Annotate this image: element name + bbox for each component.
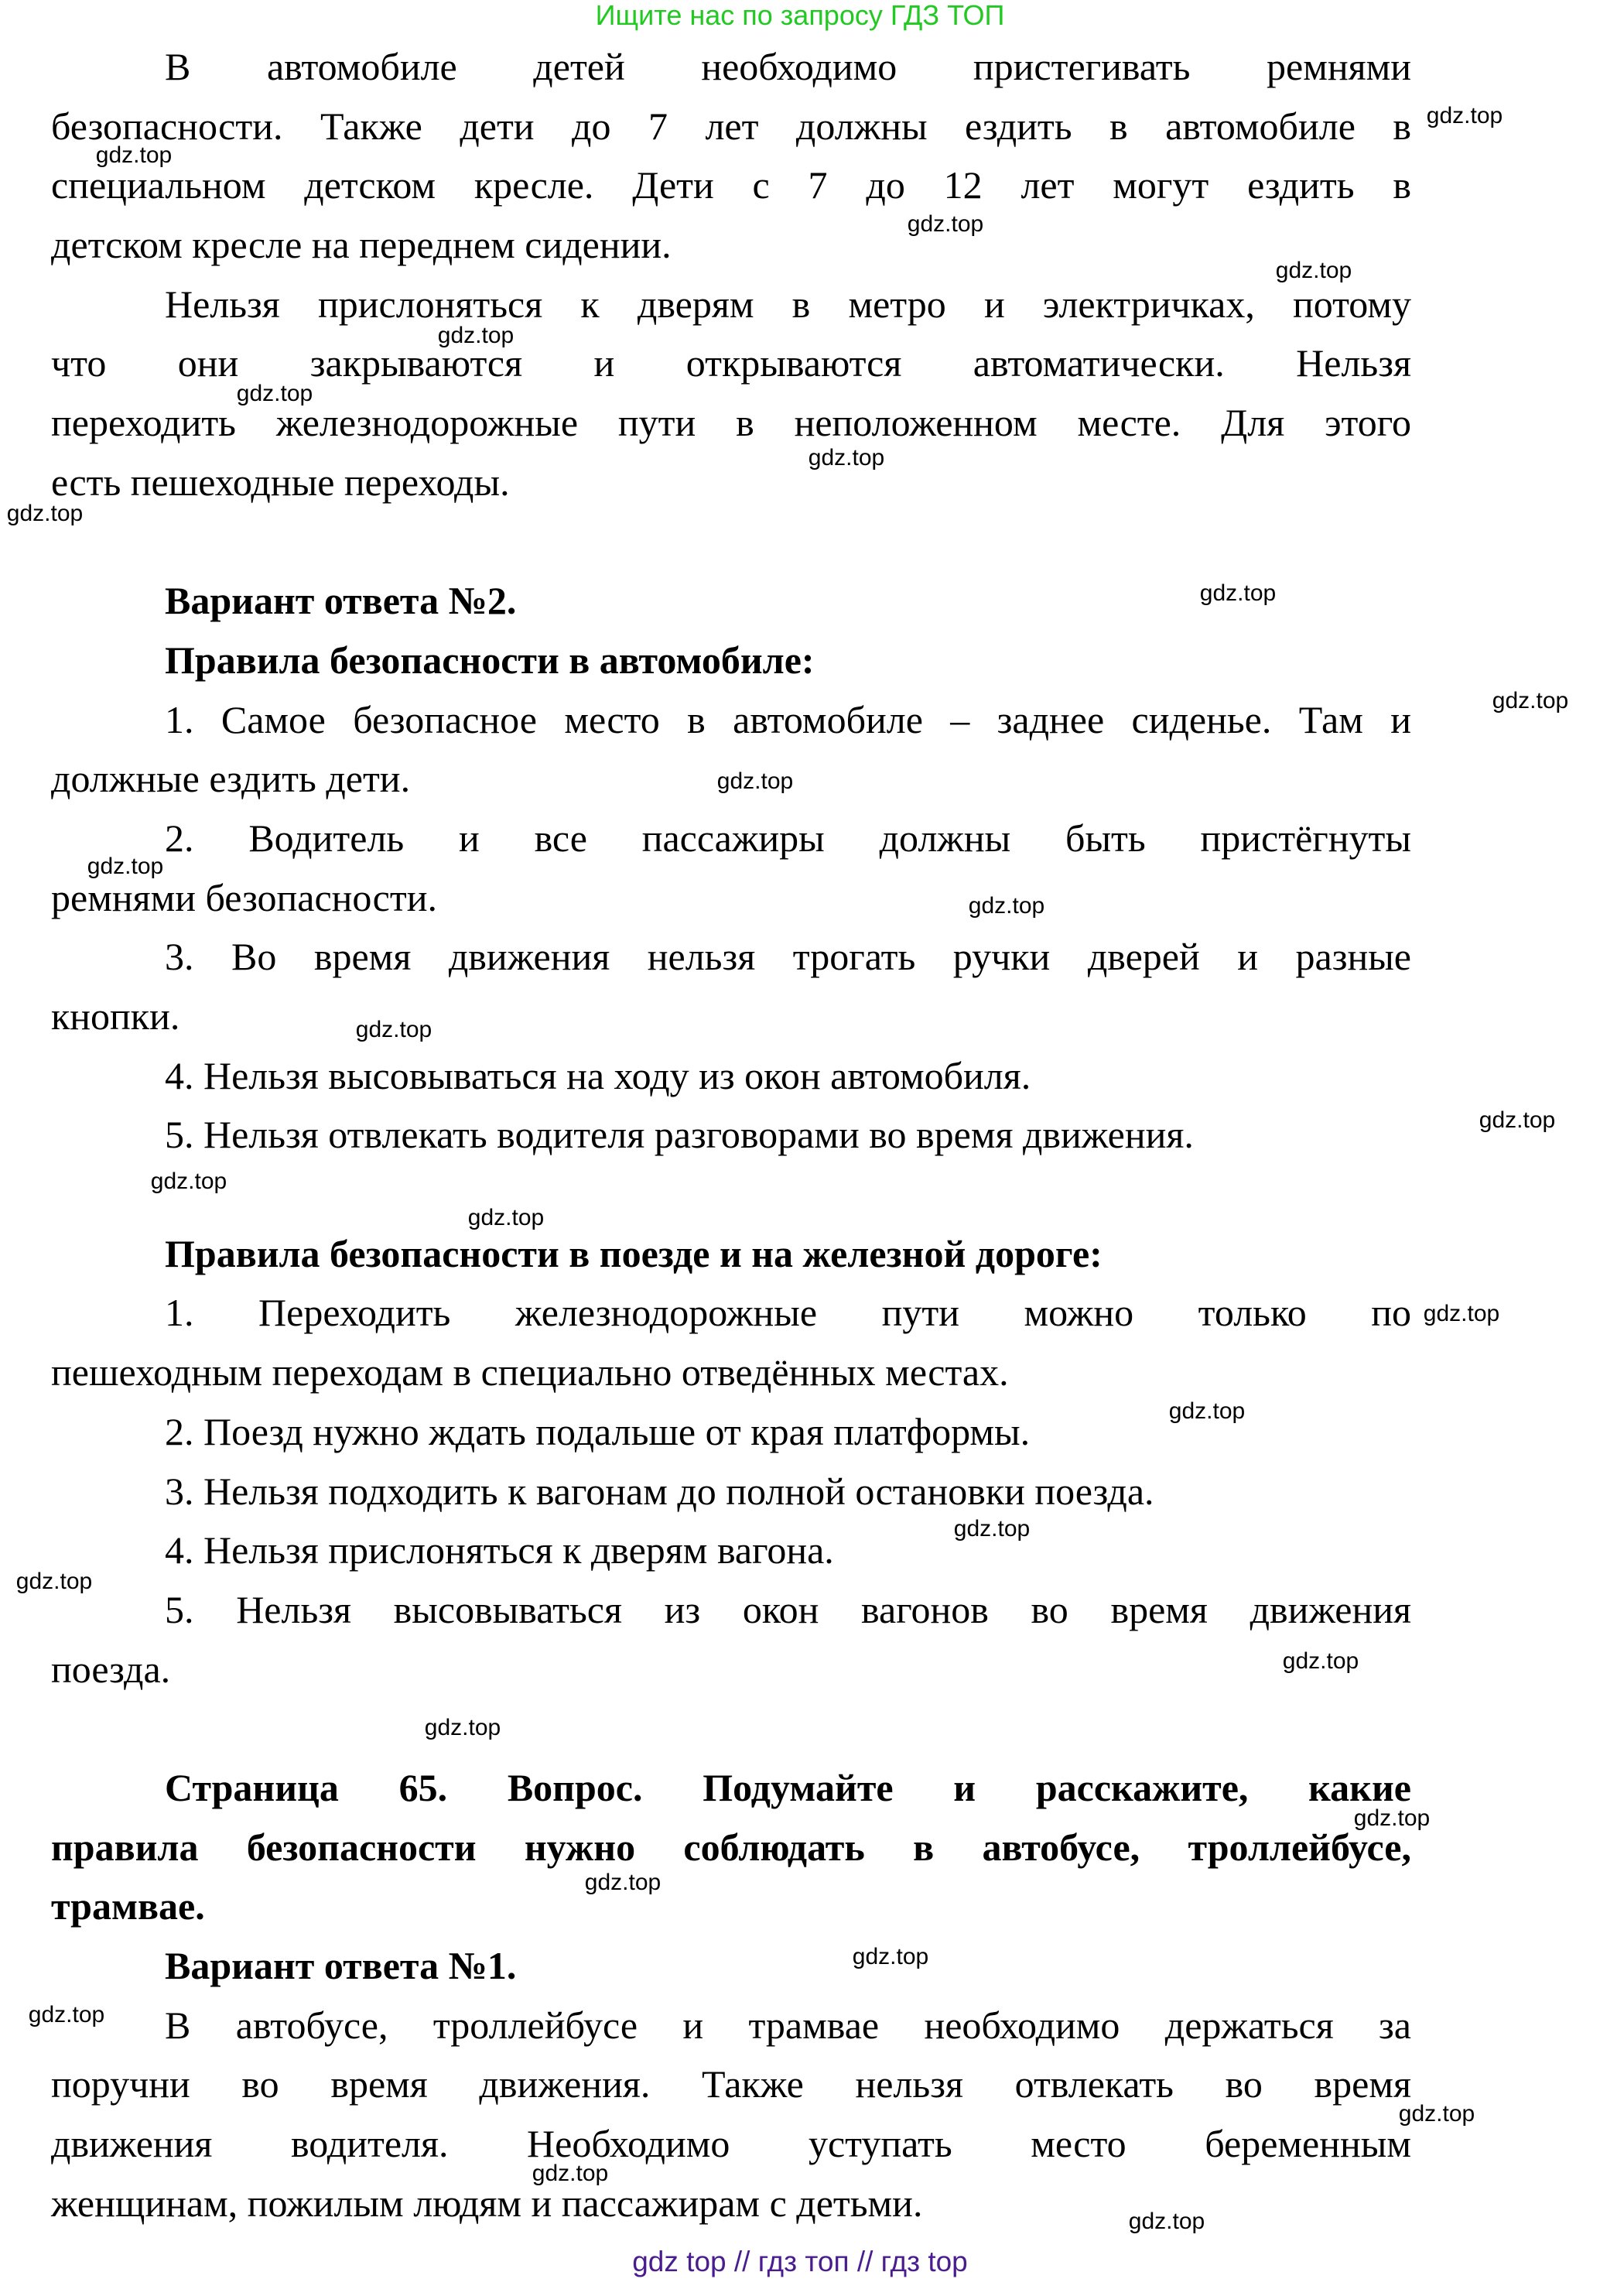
text-line: 5. Нельзя отвлекать водителя разговорами во время движения. — [165, 1113, 1194, 1157]
text-line: 4. Нельзя прислоняться к дверям вагона. — [165, 1528, 834, 1572]
watermark: gdz.top — [437, 323, 515, 348]
text-line: ремнями безопасности. — [51, 875, 437, 919]
text-line: 3. Во время движения нельзя трогать ручки дверей и разные — [165, 935, 1411, 979]
text-line: детском кресле на переднем сидении. — [51, 223, 672, 267]
watermark: gdz.top — [808, 445, 885, 470]
text-line: Вариант ответа №2. — [165, 579, 517, 623]
watermark: gdz.top — [907, 211, 984, 237]
paragraph — [51, 1046, 1411, 1106]
watermark: gdz.top — [1479, 1107, 1556, 1133]
text-line: безопасности. Также дети до 7 лет должны ездить в автомобиле в — [51, 104, 1411, 148]
watermark: gdz.top — [1398, 2101, 1475, 2127]
text-line: 1. Переходить железнодорожные пути можно только по — [165, 1291, 1411, 1335]
text-line: 3. Нельзя подходить к вагонам до полной остановки поезда. — [165, 1469, 1154, 1513]
text-line: что они закрываются и открываются автоматически. Нельзя — [51, 341, 1411, 385]
heading — [51, 1224, 1411, 1284]
watermark: gdz.top — [852, 1944, 929, 1969]
paragraph — [51, 1580, 1411, 1699]
watermark: gdz.top — [6, 501, 84, 526]
watermark: gdz.top — [87, 854, 164, 879]
text-line: 5. Нельзя высовываться из окон вагонов во время движения — [165, 1587, 1411, 1631]
watermark: gdz.top — [953, 1516, 1031, 1542]
text-line: 1. Самое безопасное место в автомобиле – заднее сиденье. Там и — [165, 697, 1411, 741]
text-line: правила безопасности нужно соблюдать в автобусе, троллейбусе, — [51, 1825, 1411, 1869]
text-line: 2. Водитель и все пассажиры должны быть пристёгнуты — [165, 816, 1411, 860]
watermark: gdz.top — [1423, 1301, 1500, 1326]
watermark: gdz.top — [968, 893, 1045, 919]
watermark: gdz.top — [467, 1205, 545, 1230]
heading — [51, 1758, 1411, 1936]
paragraph — [51, 1105, 1411, 1165]
watermark: gdz.top — [584, 1870, 662, 1895]
text-line: есть пешеходные переходы. — [51, 460, 510, 504]
text-line: Вариант ответа №1. — [165, 1944, 517, 1987]
text-line: В автобусе, троллейбусе и трамвае необходимо держаться за — [165, 2003, 1411, 2047]
watermark: gdz.top — [1275, 258, 1352, 283]
text-line: женщинам, пожилым людям и пассажирам с детьми. — [51, 2181, 923, 2225]
blank-line — [51, 1165, 1411, 1224]
watermark: gdz.top — [1168, 1398, 1246, 1424]
blank-line — [51, 1699, 1411, 1758]
search-hint-banner: Ищите нас по запросу ГДЗ ТОП — [595, 0, 1005, 31]
text-line: Страница 65. Вопрос. Подумайте и расскажите, какие — [165, 1765, 1411, 1809]
text-line: Нельзя прислоняться к дверям в метро и электричках, потому — [165, 282, 1411, 326]
text-line: 4. Нельзя высовываться на ходу из окон автомобиля. — [165, 1053, 1031, 1097]
text-line: пешеходным переходам в специально отведённых местах. — [51, 1350, 1009, 1394]
text-line: трамвае. — [51, 1884, 205, 1928]
paragraph — [51, 1462, 1411, 1521]
text-line: специальном детском кресле. Дети с 7 до 12 лет могут ездить в — [51, 163, 1411, 207]
heading — [51, 631, 1411, 690]
blank-line — [51, 512, 1411, 572]
text-line: поезда. — [51, 1647, 171, 1691]
watermark: gdz.top — [28, 2002, 105, 2027]
paragraph — [51, 37, 1411, 275]
watermark: gdz.top — [150, 1169, 227, 1194]
heading — [51, 1936, 1411, 1996]
watermark: gdz.top — [236, 381, 313, 406]
paragraph — [51, 1521, 1411, 1580]
text-line: должные ездить дети. — [51, 757, 411, 801]
text-line: Правила безопасности в автомобиле: — [165, 638, 815, 682]
document-body — [51, 37, 1411, 2233]
watermark: gdz.top — [532, 2161, 609, 2186]
text-line: Правила безопасности в поезде и на железной дороге: — [165, 1231, 1103, 1275]
watermark: gdz.top — [355, 1017, 432, 1042]
watermark: gdz.top — [1492, 688, 1569, 713]
text-line: 2. Поезд нужно ждать подальше от края платформы. — [165, 1409, 1031, 1453]
watermark: gdz.top — [95, 142, 173, 168]
watermark: gdz.top — [424, 1715, 501, 1740]
text-line: поручни во время движения. Также нельзя отвлекать во время — [51, 2062, 1411, 2106]
text-line: движения водителя. Необходимо уступать место беременным — [51, 2122, 1411, 2166]
watermark: gdz.top — [1282, 1648, 1359, 1674]
footer-links: gdz top // гдз топ // гдз top — [632, 2246, 968, 2277]
watermark: gdz.top — [1128, 2209, 1205, 2234]
watermark: gdz.top — [1199, 580, 1277, 606]
text-line: В автомобиле детей необходимо пристегивать ремнями — [165, 45, 1411, 88]
paragraph — [51, 809, 1411, 927]
watermark: gdz.top — [1426, 103, 1503, 128]
paragraph — [51, 1283, 1411, 1401]
text-line: кнопки. — [51, 994, 180, 1038]
paragraph — [51, 1996, 1411, 2233]
text-line: переходить железнодорожные пути в неположенном месте. Для этого — [51, 401, 1411, 445]
paragraph — [51, 927, 1411, 1045]
watermark: gdz.top — [1353, 1805, 1431, 1831]
watermark: gdz.top — [15, 1569, 93, 1594]
watermark: gdz.top — [716, 768, 794, 794]
